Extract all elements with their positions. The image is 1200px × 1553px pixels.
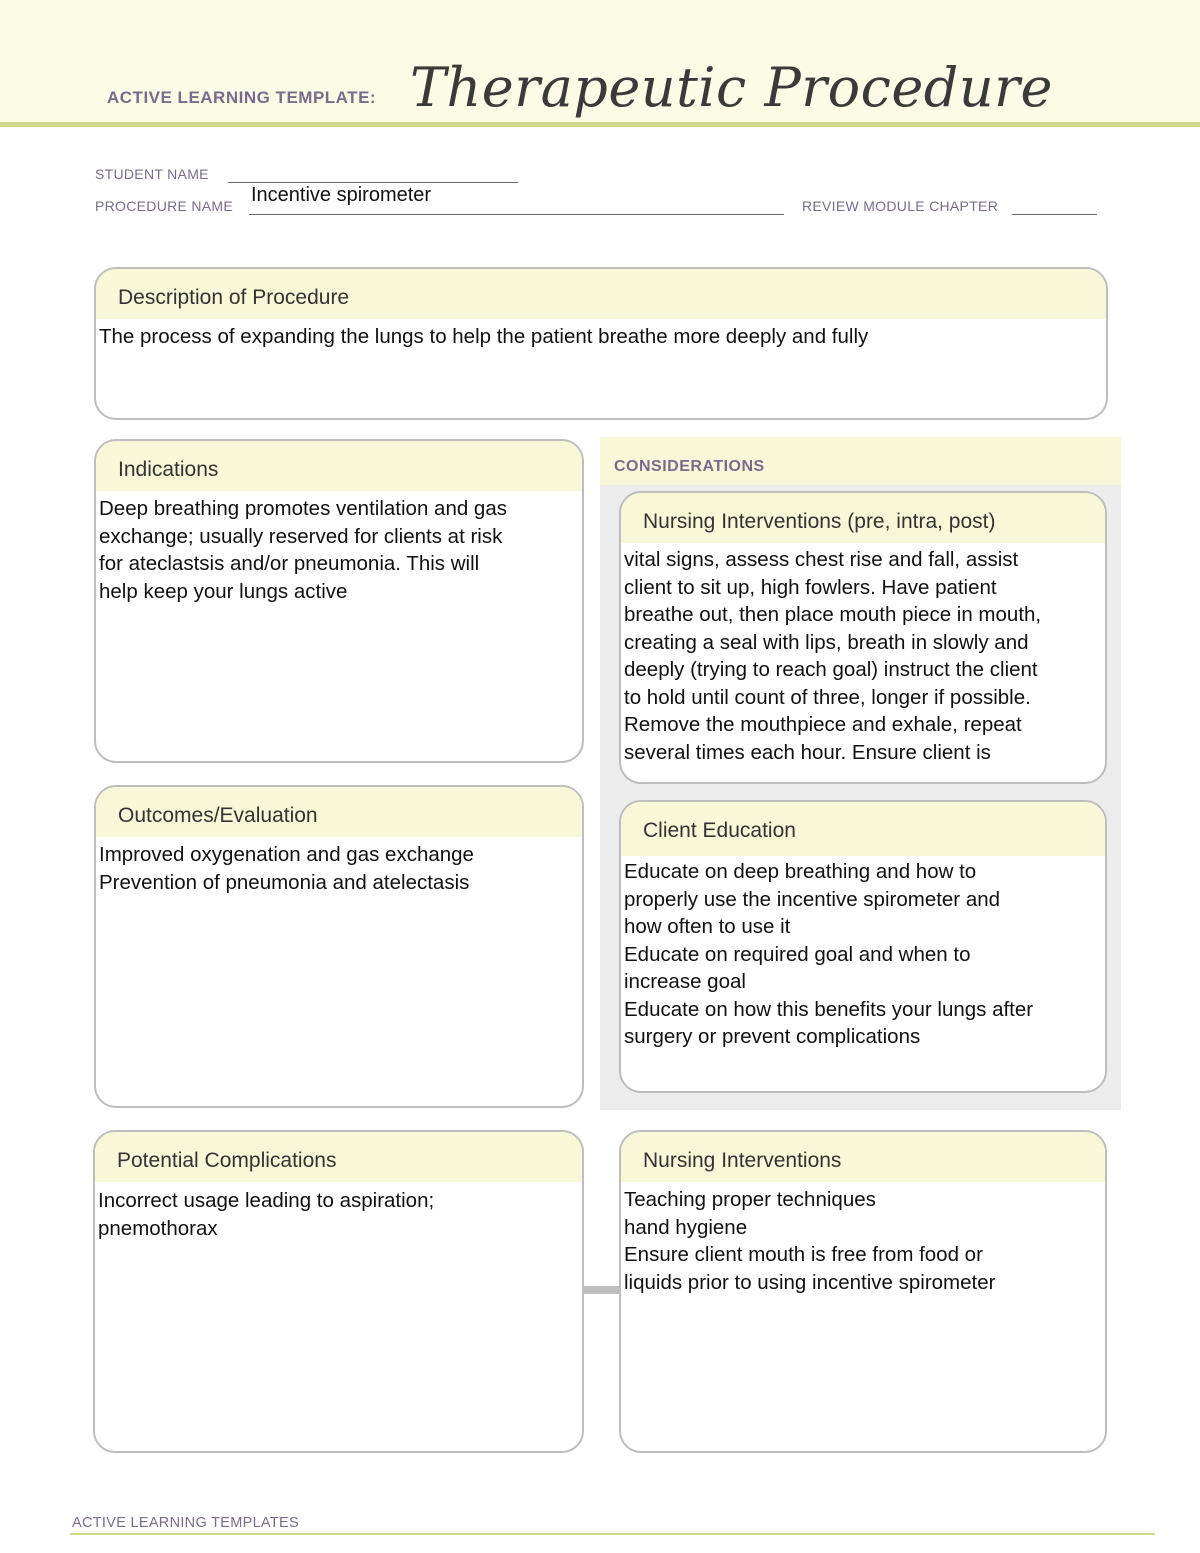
complications-box xyxy=(93,1130,584,1453)
considerations-label: CONSIDERATIONS xyxy=(614,458,765,475)
procedure-name-label: PROCEDURE NAME xyxy=(95,198,233,214)
nursing-pre-intra-post-box xyxy=(619,491,1107,784)
outcomes-text[interactable]: Improved oxygenation and gas exchange Prevention of pneumonia and atelectasis xyxy=(99,843,474,894)
nursing-interventions-box xyxy=(619,1130,1107,1453)
procedure-name-value: Incentive spirometer xyxy=(251,184,432,206)
indications-text[interactable]: Deep breathing promotes ventilation and gas exchange; usually reserved for clients at risk for ateclastsis and/or pneumonia. This will help keep your lungs active xyxy=(99,497,507,603)
review-module-field[interactable] xyxy=(1012,196,1097,215)
nursing-interventions-text[interactable]: Teaching proper techniques hand hygiene Ensure client mouth is free from food or liquids prior to using incentive spirometer xyxy=(624,1188,996,1294)
client-education-text[interactable]: Educate on deep breathing and how to properly use the incentive spirometer and how often to use it Educate on required goal and when to increase goal Educate on how this benefits your lungs after surgery or prevent complications xyxy=(624,860,1034,1048)
description-title: Description of Procedure xyxy=(96,269,1106,319)
indications-title: Indications xyxy=(96,441,582,491)
header-divider xyxy=(0,122,1200,127)
nursing-pre-intra-post-text[interactable]: vital signs, assess chest rise and fall, assist client to sit up, high fowlers. Have patient breathe out, then place mouth piece in mouth, creating a seal with lips, breath in slowly and deeply (trying to reach goal) instruct the client to hold until count of three, longer if possible. Remove the mouthpiece and exhale, repeat several times each hour. Ensure client is xyxy=(624,548,1042,764)
review-module-label: REVIEW MODULE CHAPTER xyxy=(802,198,999,214)
nursing-interventions-title: Nursing Interventions xyxy=(621,1132,1105,1182)
template-title: Therapeutic Procedure xyxy=(410,56,1053,119)
box-connector xyxy=(583,1286,621,1294)
indications-box xyxy=(94,439,584,763)
description-box xyxy=(94,267,1108,420)
description-text[interactable]: The process of expanding the lungs to help the patient breathe more deeply and fully xyxy=(99,325,869,348)
outcomes-box xyxy=(94,785,584,1108)
outcomes-title: Outcomes/Evaluation xyxy=(96,787,582,837)
client-education-title: Client Education xyxy=(621,802,1105,856)
procedure-name-field[interactable] xyxy=(249,184,784,215)
complications-text[interactable]: Incorrect usage leading to aspiration; pnemothorax xyxy=(98,1189,435,1240)
footer-divider xyxy=(70,1533,1155,1535)
nursing-pre-intra-post-title: Nursing Interventions (pre, intra, post) xyxy=(621,493,1105,543)
footer-label: ACTIVE LEARNING TEMPLATES xyxy=(72,1515,299,1531)
complications-title: Potential Complications xyxy=(95,1132,582,1182)
template-label: ACTIVE LEARNING TEMPLATE: xyxy=(107,88,377,107)
student-name-field[interactable] xyxy=(228,164,518,183)
student-name-label: STUDENT NAME xyxy=(95,166,209,182)
client-education-box xyxy=(619,800,1107,1093)
